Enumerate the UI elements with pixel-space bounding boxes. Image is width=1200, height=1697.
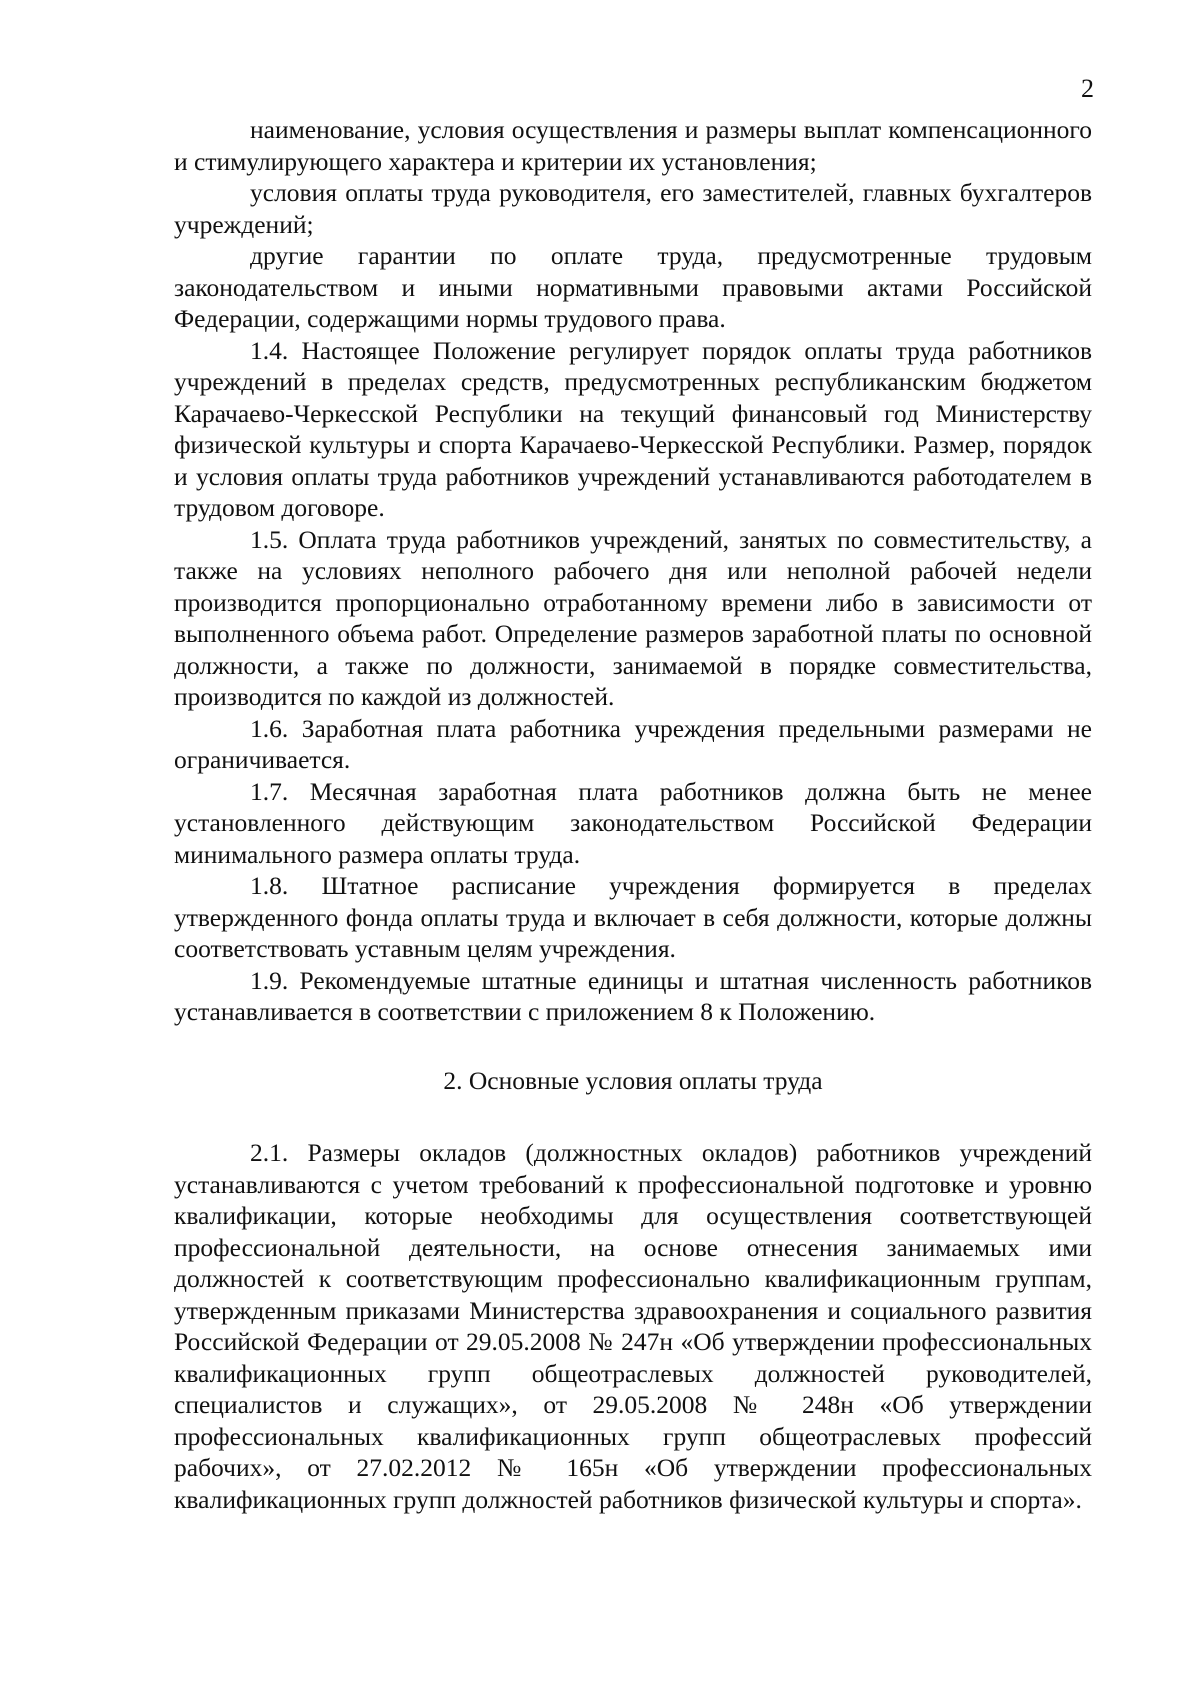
paragraph-management-pay: условия оплаты труда руководителя, его заместителей, главных бухгалтеров учреждений; bbox=[174, 178, 1092, 239]
paragraph-1-5: 1.5. Оплата труда работников учреждений, занятых по совместительству, а также на условиях неполного рабочего дня или неполной рабочей недели производится пропорционально отработанному времени либо в зависимости от выполненного объема работ. Определение размеров заработной платы по основной должности, а также по должности, занимаемой в порядке совместительства, производится по каждой из должностей. bbox=[174, 524, 1092, 711]
section-heading: 2. Основные условия оплаты труда bbox=[443, 1065, 823, 1095]
page-number: 2 bbox=[1081, 74, 1094, 103]
paragraph-compensation-payments: наименование, условия осуществления и размеры выплат компенсационного и стимулирующего характера и критерии их установления; bbox=[174, 115, 1092, 176]
paragraph-2-1: 2.1. Размеры окладов (должностных окладов) работников учреждений устанавливаются с учетом требований к профессиональной подготовке и уровню квалификации, которые необходимы для осуществления соответствующей профессиональной деятельности, на основе отнесения занимаемых ими должностей к соответствующим профессионально квалификационным группам, утвержденным приказами Министерства здравоохранения и социального развития Российской Федерации от 29.05.2008 № 247н «Об утверждении профессиональных квалификационных групп общеотраслевых должностей руководителей, специалистов и служащих», от 29.05.2008 № 248н «Об утверждении профессиональных квалификационных групп общеотраслевых профессий рабочих», от 27.02.2012 № 165н «Об утверждении профессиональных квалификационных групп должностей работников физической культуры и спорта». bbox=[174, 1138, 1092, 1514]
document-body bbox=[174, 114, 1092, 1515]
paragraph-other-guarantees: другие гарантии по оплате труда, предусмотренные трудовым законодательством и иными нормативными правовыми актами Российской Федерации, содержащими нормы трудового права. bbox=[174, 241, 1092, 333]
paragraph-1-9: 1.9. Рекомендуемые штатные единицы и штатная численность работников устанавливается в соответствии с приложением 8 к Положению. bbox=[174, 965, 1092, 1026]
paragraph-1-4: 1.4. Настоящее Положение регулирует порядок оплаты труда работников учреждений в пределах средств, предусмотренных республиканским бюджетом Карачаево-Черкесской Республики на текущий финансовый год Министерству физической культуры и спорта Карачаево-Черкесской Республики. Размер, порядок и условия оплаты труда работников учреждений устанавливаются работодателем в трудовом договоре. bbox=[174, 335, 1092, 522]
paragraph-1-7: 1.7. Месячная заработная плата работников должна быть не менее установленного действующим законодательством Российской Федерации минимального размера оплаты труда. bbox=[174, 776, 1092, 869]
paragraph-1-8: 1.8. Штатное расписание учреждения формируется в пределах утвержденного фонда оплаты труда и включает в себя должности, которые должны соответствовать уставным целям учреждения. bbox=[174, 871, 1092, 963]
paragraph-1-6: 1.6. Заработная плата работника учреждения предельными размерами не ограничивается. bbox=[174, 713, 1092, 774]
